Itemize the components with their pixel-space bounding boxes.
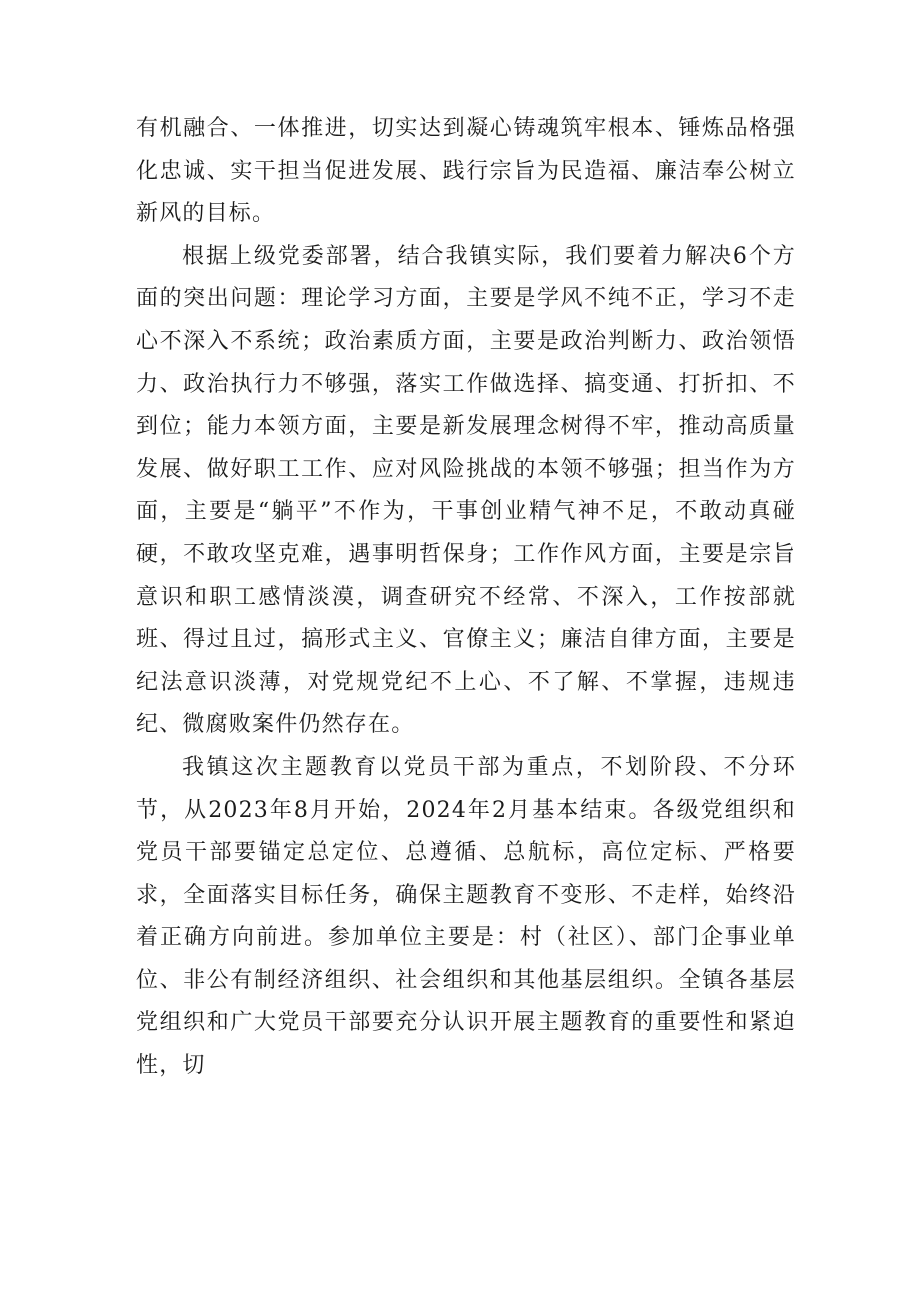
paragraph-3: 我镇这次主题教育以党员干部为重点，不划阶段、不分环节，从2023年8月开始，2024年2月基本结束。各级党组织和党员干部要锚定总定位、总遵循、总航标，高位定标、严格要求，全面落实目标任务，确保主题教育不变形、不走样，始终沿着正确方向前进。参加单位主要是：村（社区）、部门企事业单位、非公有制经济组织、社会组织和其他基层组织。全镇各基层党组织和广大党员干部要充分认识开展主题教育的重要性和紧迫性，切 [136,754,796,1079]
paragraph-1: 有机融合、一体推进，切实达到凝心铸魂筑牢根本、锤炼品格强化忠诚、实干担当促进发展、践行宗旨为民造福、廉洁奉公树立新风的目标。 [136,116,796,227]
paragraph-2: 根据上级党委部署，结合我镇实际，我们要着力解决6个方面的突出问题：理论学习方面，主要是学风不纯不正，学习不走心不深入不系统；政治素质方面，主要是政治判断力、政治领悟力、政治执行力不够强，落实工作做选择、搞变通、打折扣、不到位；能力本领方面，主要是新发展理念树得不牢，推动高质量发展、做好职工工作、应对风险挑战的本领不够强；担当作为方面，主要是“躺平”不作为，干事创业精气神不足，不敢动真碰硬，不敢攻坚克难，遇事明哲保身；工作作风方面，主要是宗旨意识和职工感情淡漠，调查研究不经常、不深入，工作按部就班、得过且过，搞形式主义、官僚主义；廉洁自律方面，主要是纪法意识淡薄，对党规党纪不上心、不了解、不掌握，违规违纪、微腐败案件仍然存在。 [136,243,796,738]
document-body [136,108,796,1088]
